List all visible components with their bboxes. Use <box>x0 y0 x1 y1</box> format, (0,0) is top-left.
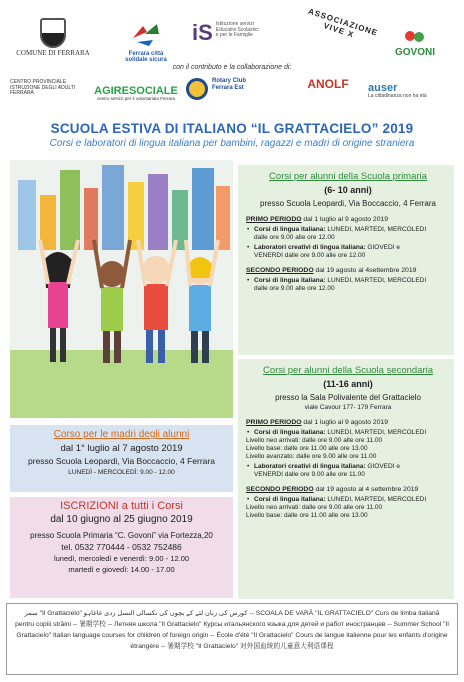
primary-p2-course-title: Corsi di lingua italiana: <box>254 277 326 284</box>
secondary-period-1 <box>246 419 450 426</box>
secondary-p1-course-days: LUNEDI, MARTEDI, MERCOLEDI <box>327 429 427 436</box>
page-title: SCUOLA ESTIVA DI ITALIANO “IL GRATTACIELO” 2019 <box>50 121 414 136</box>
auser-logo <box>368 82 458 100</box>
secondary-p2-course-title: Corsi di lingua italiana: <box>254 496 326 503</box>
secondary-age: (11-16 anni) <box>323 379 373 389</box>
comune-ferrara-logo <box>12 18 94 58</box>
list-item <box>246 226 450 233</box>
list-item <box>246 463 450 470</box>
children-illustration <box>10 160 233 418</box>
school-tree-icon <box>404 30 426 44</box>
secondary-heading: Corsi per alunni della Scuola secondaria <box>262 365 434 376</box>
coat-of-arms-icon <box>40 18 66 48</box>
agire-label: centro servizi per il volontariato Ferrara <box>96 96 176 102</box>
primary-heading: Corsi per alunni della Scuola primaria <box>269 171 427 182</box>
secondary-school-box <box>238 359 454 599</box>
enrollment-place: presso Scuola Primaria “C. Govoni” via Fortezza,20 <box>30 531 213 540</box>
enrollment-box <box>10 497 233 598</box>
secondary-place: presso la Sala Polivalente del Grattacielo <box>275 393 421 402</box>
vive-label: ASSOCIAZIONE VIVE X <box>306 6 380 40</box>
secondary-p1-dates: dal 1 luglio al 9 agosto 2019 <box>303 419 389 426</box>
enrollment-phone: tel. 0532 770444 - 0532 752486 <box>61 542 182 552</box>
rotary-club-logo <box>186 78 256 100</box>
secondary-p2-dates: dal 19 agosto al 4 settembre 2019 <box>315 486 419 493</box>
comune-ferrara-label: COMUNE DI FERRARA <box>16 49 90 57</box>
hands-icon <box>129 18 163 48</box>
citta-label: Ferrara città solidale sicura <box>125 50 167 64</box>
primary-p1-course-days: LUNEDI, MARTEDI, MERCOLEDI <box>327 226 427 233</box>
secondary-p1-level-advanced: Livello avanzato: dalle ore 9.00 alle ore 11.00 <box>246 453 377 460</box>
multilingual-footer: سمر "Il Grattacielo" كورس كى زبان لئے كے بچوں كى نكسالى النسل زدى غاغاہو -- SCOALA DE VARĂ "IL GRATTACIELO" Curs de limba italiană pentru copiii străini -- 暑期学校 -- Летняя школа "Il Grattacielo" Курсы итальянского языка для детей и работ иностранцев -- Summer School "Il Grattacielo" Italian language courses for children of foreign origin -- École d'été "Il Grattacielo" Cours de langue italienne pour les enfants d'origine étrangère -- 暑期学校 "Il Grattacielo" 对外国血统的儿童意大利语课程 <box>6 603 458 675</box>
secondary-p1-lab-hours: VENERDI dalle ore 9.00 alle ore 11.00 <box>254 471 365 478</box>
primary-p1-dates: dal 1 luglio al 9 agosto 2019 <box>303 216 389 223</box>
associazione-vive-logo <box>304 6 380 46</box>
secondary-p1-level-new: Livello neo arrivati: dalle ore 9.00 alle ore 11.00 <box>246 437 383 444</box>
auser-label: La cittadinanza non ha età <box>368 93 427 100</box>
primary-p1-course-title: Corsi di lingua italiana: <box>254 226 326 233</box>
secondary-p1-lab-title: Laboratori creativi di lingua italiana: <box>254 463 366 470</box>
is-letters: iS <box>192 20 213 45</box>
secondary-p2-level-base: Livello base: dalle ore 11.00 alle ore 13.00 <box>246 512 368 519</box>
primary-p1-lab-days: GIOVEDI e <box>367 244 400 251</box>
ferrara-citta-solidale-logo <box>121 18 171 64</box>
secondary-p1-label: PRIMO PERIODO <box>246 419 302 426</box>
list-item <box>246 429 450 436</box>
secondary-p1-level-base: Livello base: dalle ore 11.00 alle ore 13.00 <box>246 445 368 452</box>
mothers-course-heading: Corso per le madri degli alunni <box>53 429 190 440</box>
istituzione-servizi-logo <box>192 22 262 44</box>
primary-p2-label: SECONDO PERIODO <box>246 267 314 274</box>
secondary-p1-course-title: Corsi di lingua italiana: <box>254 429 326 436</box>
list-item <box>246 496 450 503</box>
enrollment-hours-morning: lunedì, mercoledì e venerdì: 9.00 - 12.00 <box>53 554 190 563</box>
enrollment-hours-afternoon: martedì e giovedì: 14.00 - 17.00 <box>68 565 175 574</box>
secondary-p1-lab-days: GIOVEDI e <box>367 463 400 470</box>
primary-age: (6- 10 anni) <box>324 185 372 195</box>
govoni-logo <box>380 30 450 58</box>
primary-p1-lab-title: Laboratori creativi di lingua italiana: <box>254 244 366 251</box>
primary-p1-course-hours: dalle ore 9.00 alle ore 12.00 <box>254 234 335 241</box>
mothers-course-place: presso Scuola Leopardi, Via Boccaccio, 4 Ferrara <box>28 456 215 466</box>
primary-p1-lab-hours: VENERDI dalle ore 9.00 alle ore 12.00 <box>254 252 366 259</box>
cpia-label: CENTRO PROVINCIALE ISTRUZIONE DEGLI ADULTI FERRARA <box>10 79 76 96</box>
mothers-course-hours: LUNEDÌ - MERCOLEDÌ: 9.00 - 12.00 <box>68 469 175 476</box>
auser-brand: auser <box>368 82 398 94</box>
rotary-wheel-icon <box>186 78 208 100</box>
primary-school-box <box>238 165 454 355</box>
cpia-logo <box>10 80 82 97</box>
enrollment-heading: ISCRIZIONI a tutti i Corsi <box>60 500 183 512</box>
contributors-caption: con il contributo e la collaborazione di: <box>172 64 292 71</box>
enrollment-dates: dal 10 giugno al 25 giugno 2019 <box>50 514 193 525</box>
anolf-logo <box>298 78 358 91</box>
secondary-period-2 <box>246 486 450 493</box>
agire-brand: AGIRESOCIALE <box>94 85 178 97</box>
list-item <box>246 244 450 251</box>
govoni-label: GOVONI <box>394 46 435 58</box>
secondary-p2-label: SECONDO PERIODO <box>246 486 314 493</box>
primary-p2-course-days: LUNEDI, MARTEDI, MERCOLEDI <box>327 277 427 284</box>
primary-p2-dates: dal 19 agosto al 4settembre 2019 <box>315 267 417 274</box>
list-item <box>246 277 450 284</box>
secondary-p2-level-new: Livello neo arrivati: dalle ore 9.00 alle ore 11.00 <box>246 504 383 511</box>
secondary-address: viale Cavour 177- 179 Ferrara <box>304 404 392 411</box>
primary-p2-course-hours: dalle ore 9.00 alle ore 12.00 <box>254 285 335 292</box>
mothers-course-dates: dal 1° luglio al 7 agosto 2019 <box>60 443 183 454</box>
rotary-label: Rotary Club Ferrara Est <box>212 78 247 91</box>
anolf-brand: ANOLF <box>307 77 349 91</box>
agire-sociale-logo <box>92 85 180 102</box>
primary-period-2 <box>246 267 450 274</box>
secondary-p2-course-days: LUNEDI, MARTEDI, MERCOLEDI <box>327 496 427 503</box>
is-label: Istituzione servizi Educativi Scolastici e per le Famiglie <box>215 21 259 38</box>
primary-p1-label: PRIMO PERIODO <box>246 216 302 223</box>
page-subtitle: Corsi e laboratori di lingua italiana per bambini, ragazzi e madri di origine straniera <box>49 138 415 149</box>
primary-place: presso Scuola Leopardi, Via Boccaccio, 4 Ferrara <box>260 199 436 208</box>
primary-period-1 <box>246 216 450 223</box>
mothers-course-box <box>10 425 233 492</box>
